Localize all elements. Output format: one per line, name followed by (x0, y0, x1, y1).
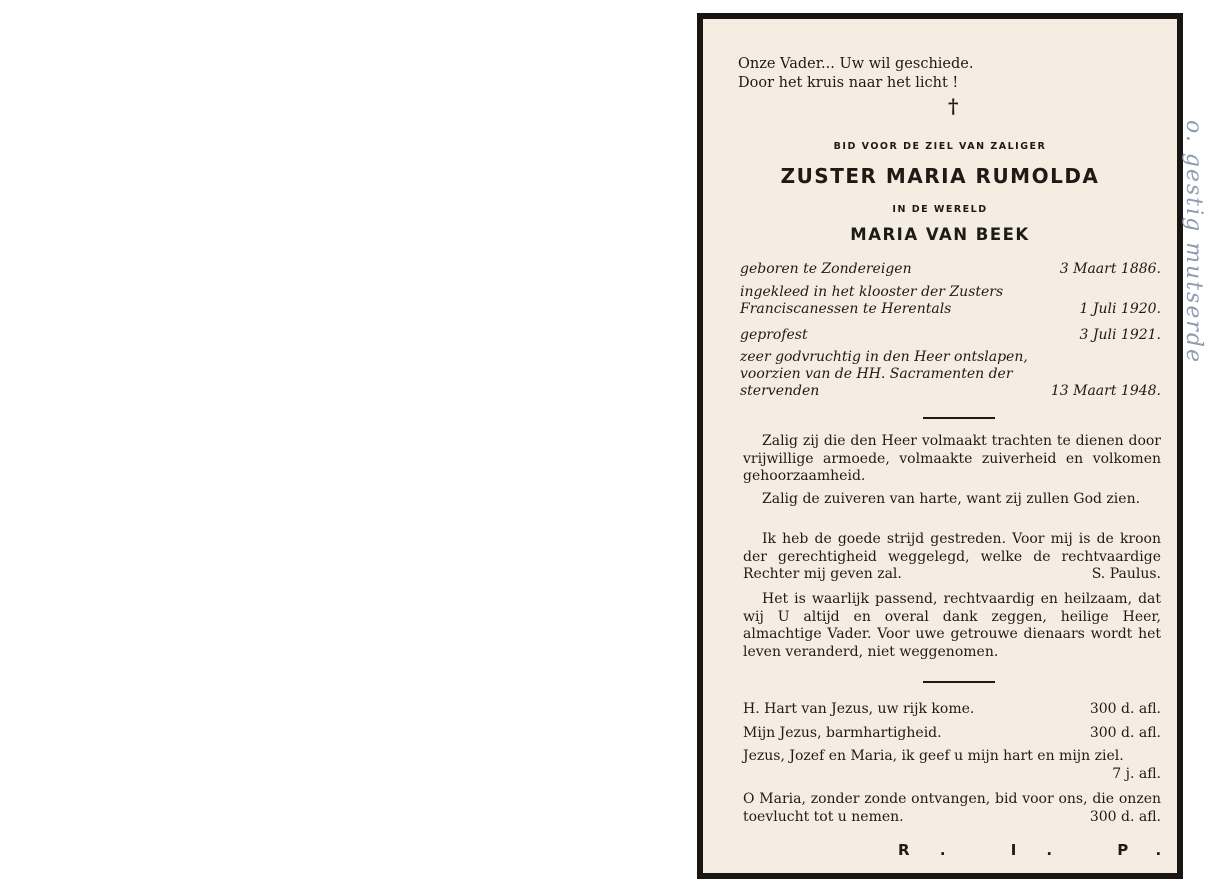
paragraph: Zalig de zuiveren van harte, want zij zullen God zien. (762, 491, 1141, 507)
bio-entry: zeer godvruchtig in den Heer ontslapen, voorzien van de HH. Sacramenten der stervenden 13 Maart 1948. (740, 349, 1161, 399)
bio-entry: geprofest 3 Juli 1921. (740, 327, 1161, 343)
divider (923, 417, 995, 419)
world-name: MARIA VAN BEEK (850, 225, 1030, 244)
rip-text: R. I. P. (898, 841, 1192, 859)
motto-line-1: Onze Vader... Uw wil geschiede. (738, 56, 974, 72)
indulgence-row: O Maria, zonder zonde ontvangen, bid voor ons, die onzen toevlucht tot u nemen. 300 d. afl. (743, 791, 1161, 825)
bio-date: 3 Juli 1921. (1079, 327, 1161, 343)
bio-date: 13 Maart 1948. (1050, 383, 1161, 399)
indulgence-value: 300 d. afl. (1089, 808, 1161, 825)
indulgence-row: Jezus, Jozef en Maria, ik geef u mijn hart en mijn ziel. 7 j. afl. (743, 748, 1161, 782)
paragraph: Het is waarlijk passend, rechtvaardig en heilzaam, dat wij U altijd en overal dank zeggen, heilige Heer, almachtige Vader. Voor uwe getrouwe dienaars wordt het leven veranderd, niet weggenomen. (743, 591, 1161, 660)
indulgence-value: 7 j. afl. (1112, 765, 1161, 782)
handwritten-note: o. gestig mutserde (1181, 120, 1206, 364)
bio-date: 1 Juli 1920. (1079, 301, 1161, 317)
memorial-card-inner (703, 19, 1192, 873)
name-title: ZUSTER MARIA RUMOLDA (780, 164, 1100, 188)
indulgence-row: H. Hart van Jezus, uw rijk kome. 300 d. afl. (743, 701, 1161, 717)
cross-icon: † (948, 94, 959, 118)
paragraph: Zalig zij die den Heer volmaakt trachten te dienen door vrijwillige armoede, volmaakte zuiverheid en volkomen gehoorzaamheid. (743, 433, 1161, 484)
prayer-intro: BID VOOR DE ZIEL VAN ZALIGER (833, 141, 1047, 152)
indulgence-value: 300 d. afl. (1089, 701, 1161, 717)
bio-entry: ingekleed in het klooster der Zusters Franciscanessen te Herentals 1 Juli 1920. (740, 284, 1161, 317)
divider (923, 681, 995, 683)
world-intro: IN DE WERELD (892, 204, 988, 215)
indulgence-row: Mijn Jezus, barmhartigheid. 300 d. afl. (743, 725, 1161, 741)
paragraph: Ik heb de goede strijd gestreden. Voor mij is de kroon der gerechtigheid weggelegd, welke de rechtvaardige Rechter mij geven zal. S. Paulus. (743, 531, 1161, 582)
attribution: S. Paulus. (1091, 566, 1161, 582)
bio-entry: geboren te Zondereigen 3 Maart 1886. (740, 261, 1161, 277)
motto-line-2: Door het kruis naar het licht ! (738, 75, 959, 91)
indulgence-value: 300 d. afl. (1089, 725, 1161, 741)
memorial-card (697, 13, 1192, 879)
bio-date: 3 Maart 1886. (1059, 261, 1161, 277)
